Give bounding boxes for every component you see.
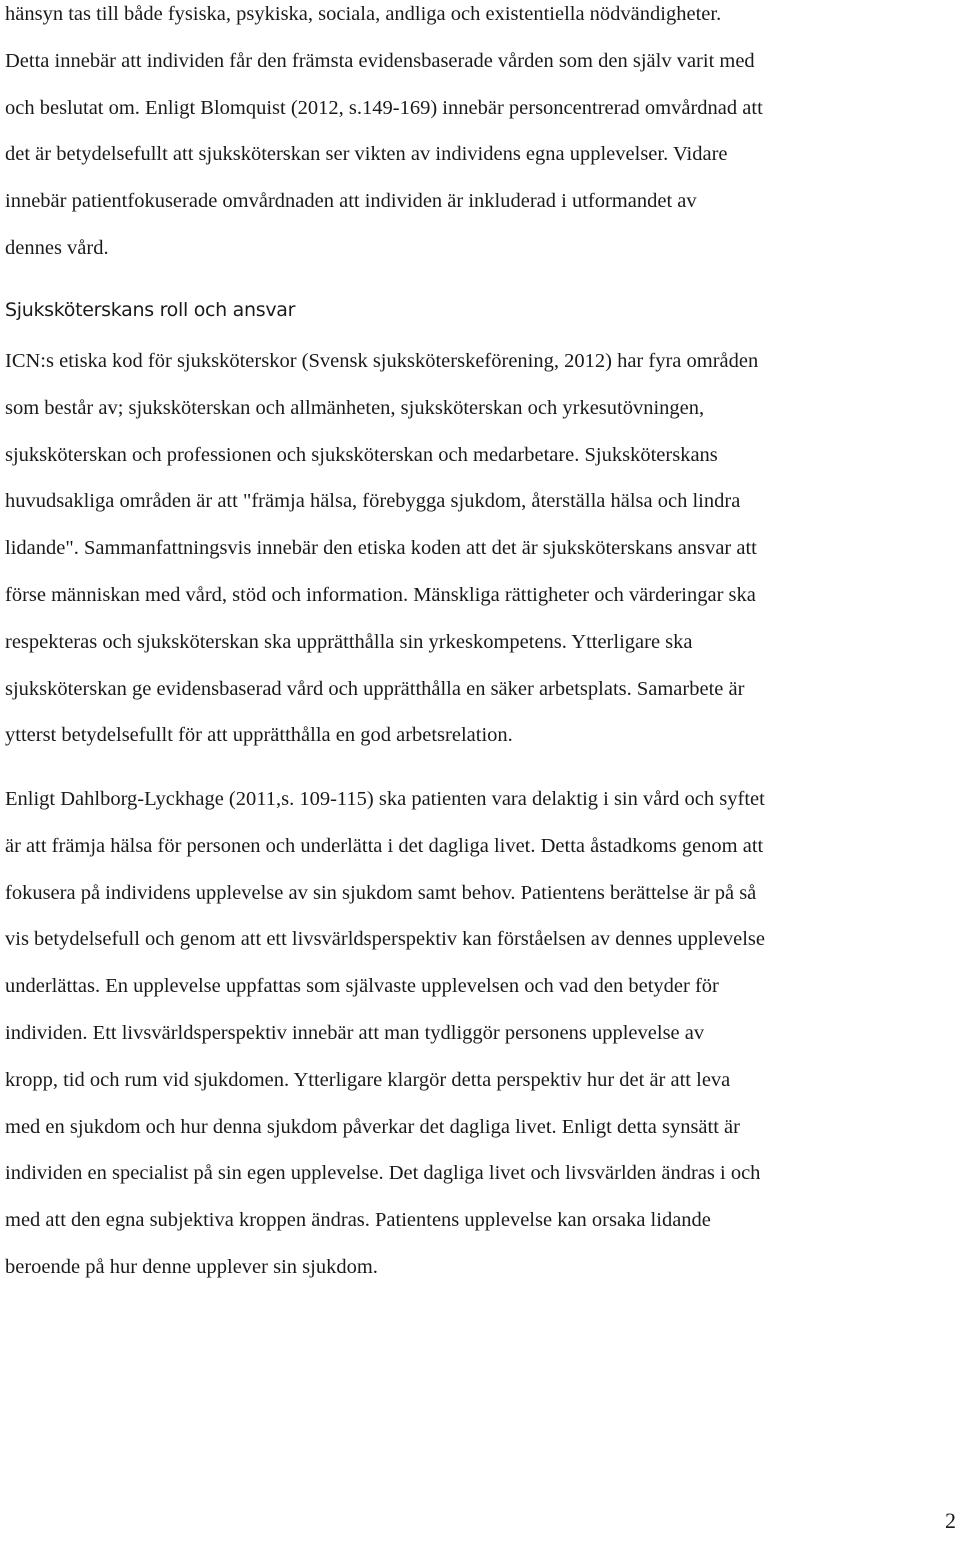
paragraph-2 [5, 338, 955, 759]
text-line: som består av; sjuksköterskan och allmänheten, sjuksköterskan och yrkesutövningen, [5, 396, 705, 419]
text-line: är att främja hälsa för personen och underlätta i det dagliga livet. Detta åstadkoms genom att [5, 834, 764, 857]
text-line: innebär patientfokuserade omvårdnaden att individen är inkluderad i utformandet av [5, 190, 697, 213]
text-line: sjuksköterskan ge evidensbaserad vård och upprätthålla en säker arbetsplats. Samarbete är [5, 677, 745, 700]
text-line: vis betydelsefull och genom att ett livsvärldsperspektiv kan förståelsen av dennes upplevelse [5, 928, 766, 951]
text-line: Enligt Dahlborg-Lyckhage (2011,s. 109-115) ska patienten vara delaktig i sin vård och syftet [5, 788, 765, 810]
text-line: lidande". Sammanfattningsvis innebär den etiska koden att det är sjuksköterskans ansvar att [5, 537, 757, 560]
text-line: sjuksköterskan och professionen och sjuksköterskan och medarbetare. Sjuksköterskans [5, 443, 718, 466]
text-line: ICN:s etiska kod för sjuksköterskor (Svensk sjuksköterskeförening, 2012) har fyra områden [5, 350, 759, 372]
text-line: huvudsakliga områden är att "främja hälsa, förebygga sjukdom, återställa hälsa och lindra [5, 490, 741, 513]
text-line: med att den egna subjektiva kroppen ändras. Patientens upplevelse kan orsaka lidande [5, 1209, 711, 1232]
paragraph-3 [5, 776, 955, 1291]
text-line: och beslutat om. Enligt Blomquist (2012, s.149-169) innebär personcentrerad omvårdnad att [5, 96, 763, 119]
text-line: dennes vård. [5, 236, 109, 259]
text-line: individen. Ett livsvärldsperspektiv innebär att man tydliggör personens upplevelse av [5, 1021, 705, 1044]
text-line: beroende på hur denne upplever sin sjukdom. [5, 1255, 378, 1278]
section-heading: Sjuksköterskans roll och ansvar [5, 299, 296, 321]
text-line: underlättas. En upplevelse uppfattas som självaste upplevelsen och vad den betyder för [5, 975, 719, 998]
text-line: individen en specialist på sin egen upplevelse. Det dagliga livet och livsvärlden ändras i och [5, 1162, 761, 1185]
paragraph-1 [5, 0, 955, 272]
text-line: det är betydelsefullt att sjuksköterskan ser vikten av individens egna upplevelser. Vidare [5, 143, 728, 166]
text-line: ytterst betydelsefullt för att upprätthålla en god arbetsrelation. [5, 724, 513, 747]
text-line: fokusera på individens upplevelse av sin sjukdom samt behov. Patientens berättelse är på så [5, 881, 757, 904]
text-line: förse människan med vård, stöd och information. Mänskliga rättigheter och värderingar ska [5, 583, 756, 606]
text-line: respekteras och sjuksköterskan ska upprätthålla sin yrkeskompetens. Ytterligare ska [5, 630, 693, 653]
text-line: med en sjukdom och hur denna sjukdom påverkar det dagliga livet. Enligt detta synsätt är [5, 1115, 740, 1138]
page-number: 2 [945, 1508, 956, 1533]
text-line: kropp, tid och rum vid sjukdomen. Ytterligare klargör detta perspektiv hur det är att leva [5, 1068, 731, 1091]
text-line: Detta innebär att individen får den främsta evidensbaserade vården som den själv varit med [5, 49, 755, 72]
text-line: hänsyn tas till både fysiska, psykiska, sociala, andliga och existentiella nödvändigheter. [5, 3, 722, 25]
